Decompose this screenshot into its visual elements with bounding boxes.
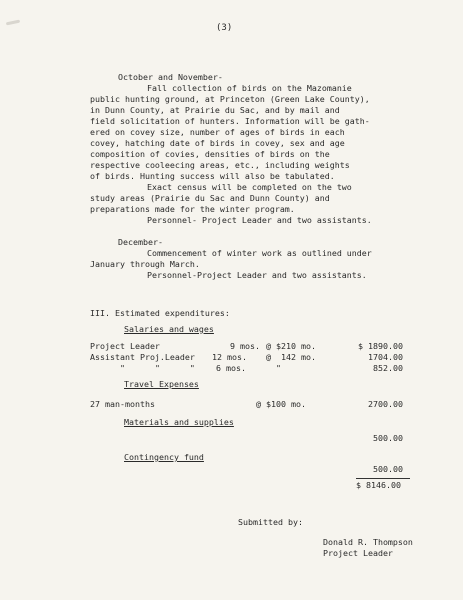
section-heading-october-november: October and November- xyxy=(118,72,223,82)
travel-heading: Travel Expenses xyxy=(124,379,199,389)
paragraph-line: covey, hatching date of birds in covey, sex and age xyxy=(90,138,345,148)
page-number: (3) xyxy=(216,23,233,33)
salary-row-amount: 852.00 xyxy=(373,363,403,373)
travel-amount: 2700.00 xyxy=(368,399,403,409)
travel-rate: @ $100 mo. xyxy=(256,399,306,409)
paragraph-line: preparations made for the winter program. xyxy=(90,204,295,214)
personnel-line: Personnel-Project Leader and two assistants. xyxy=(147,270,367,280)
paragraph-line: study areas (Prairie du Sac and Dunn County) and xyxy=(90,193,330,203)
submitted-by-label: Submitted by: xyxy=(238,517,303,527)
salary-row-rate: " xyxy=(276,363,281,373)
salary-row-label: " " " xyxy=(120,363,195,373)
paragraph-line: composition of covies, densities of birds on the xyxy=(90,149,330,159)
section-heading-december: December- xyxy=(118,237,163,247)
paragraph-line: in Dunn County, at Prairie du Sac, and by mail and xyxy=(90,105,340,115)
paragraph-line: Fall collection of birds on the Mazomanie xyxy=(147,83,352,93)
salary-row-months: 9 mos. xyxy=(230,341,260,351)
salary-row-amount: $ 1890.00 xyxy=(358,341,403,351)
contingency-amount: 500.00 xyxy=(373,464,403,474)
salary-row-months: 6 mos. xyxy=(216,363,246,373)
total-rule xyxy=(356,478,410,479)
paragraph-line: respective cooleecing areas, etc., including weights xyxy=(90,160,350,170)
contingency-heading: Contingency fund xyxy=(124,452,204,462)
paragraph-line: public hunting ground, at Princeton (Green Lake County), xyxy=(90,94,370,104)
salary-row-amount: 1704.00 xyxy=(368,352,403,362)
paragraph-line: January through March. xyxy=(90,259,200,269)
expenditures-heading: III. Estimated expenditures: xyxy=(90,308,230,318)
personnel-line: Personnel- Project Leader and two assistants. xyxy=(147,215,372,225)
paper-mark xyxy=(6,20,20,26)
salary-row-rate: @ $210 mo. xyxy=(266,341,316,351)
salary-row-months: 12 mos. xyxy=(212,352,247,362)
paragraph-line: Commencement of winter work as outlined under xyxy=(147,248,372,258)
salary-row-label: Assistant Proj.Leader xyxy=(90,352,195,362)
salaries-heading: Salaries and wages xyxy=(124,324,214,334)
salary-row-rate: @ 142 mo. xyxy=(266,352,316,362)
travel-label: 27 man-months xyxy=(90,399,155,409)
signatory-name: Donald R. Thompson xyxy=(323,537,413,547)
paragraph-line: ered on covey size, number of ages of birds in each xyxy=(90,127,345,137)
total-amount: $ 8146.00 xyxy=(356,480,401,490)
materials-amount: 500.00 xyxy=(373,433,403,443)
salary-row-label: Project Leader xyxy=(90,341,160,351)
signatory-title: Project Leader xyxy=(323,548,393,558)
paragraph-line: of birds. Hunting success will also be tabulated. xyxy=(90,171,335,181)
paragraph-line: Exact census will be completed on the two xyxy=(147,182,352,192)
materials-heading: Materials and supplies xyxy=(124,417,234,427)
paragraph-line: field solicitation of hunters. Information will be gath- xyxy=(90,116,370,126)
